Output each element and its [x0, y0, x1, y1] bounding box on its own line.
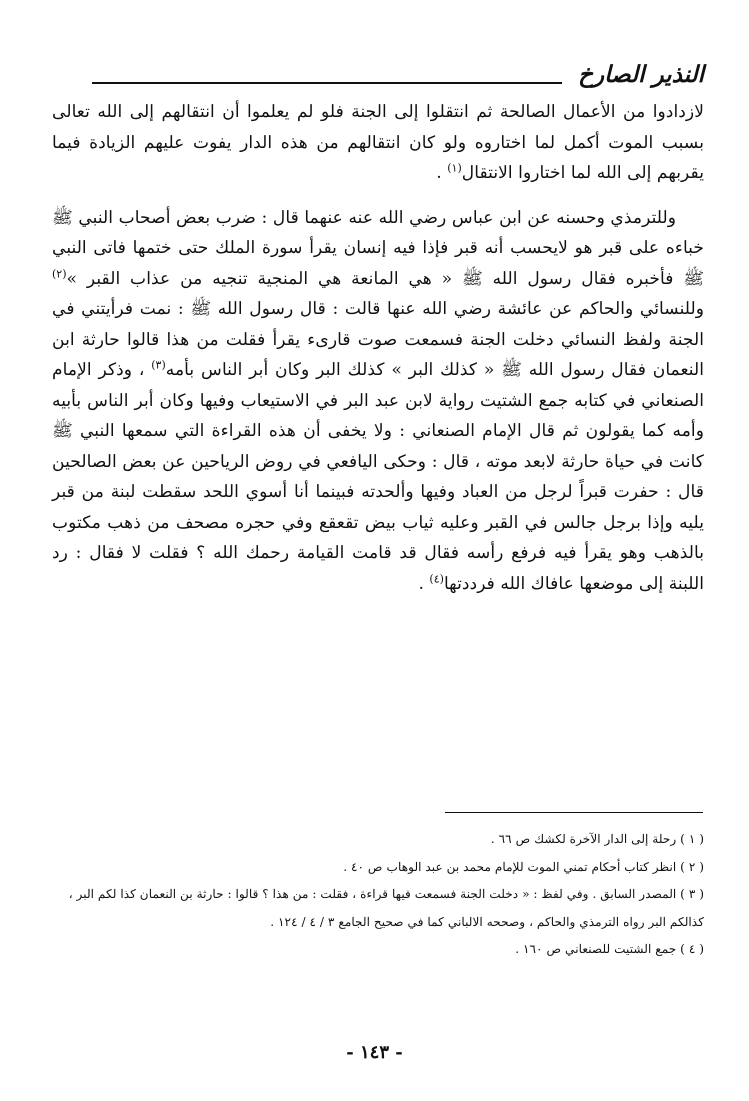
running-title: النذير الصارخ	[578, 61, 704, 88]
paragraph-2-text-c: ، وذكر الإمام الصنعاني في كتابه جمع الشتيت رواية لابن عبد البر في الاستيعاب وفيها وكان أبر الناس بأبيه وأمه كما يقولون ثم قال الإمام الصنعاني : ولا يخفى أن هذه القراءة التي سمعها النبي ﷺ كانت في حياة حارثة لابعد موته ، قال : وحكى اليافعي في روض الرياحين عن بعض الصالحين قال : حفرت قبراً لرجل من العباد وفيها وألحدته فبينما أنا أسوي اللحد سقطت لبنة من قبر يليه وإذا برجل جالس في القبر وعليه ثياب بيض تقعقع وفي حجره مصحف من ذهب مكتوب بالذهب وهو يقرأ فيه فرفع رأسه فقال قد قامت القيامة رحمك الله ؟ فقلت لا فقال : رد اللبنة إلى موضعها عافاك الله فرددتها	[52, 360, 704, 594]
paragraph-2-text-a: وللترمذي وحسنه عن ابن عباس رضي الله عنه عنهما قال : ضرب بعض أصحاب النبي ﷺ خباءه على قبر هو لايحسب أنه قبر فإذا فيه إنسان يقرأ سورة الملك حتى ختمها فاتى النبي ﷺ فأخبره فقال رسول الله ﷺ « هي المانعة هي المنجية تنجيه من عذاب القبر »	[52, 207, 704, 289]
footnotes	[44, 826, 704, 964]
footnote-2: ( ٢ ) انظر كتاب أحكام تمني الموت للإمام محمد بن عبد الوهاب ص ٤٠ .	[343, 859, 704, 874]
footnote-ref-3: (٣)	[151, 358, 166, 372]
running-header	[92, 58, 704, 94]
footnote-ref-2: (٢)	[52, 266, 67, 280]
footnote-1: ( ١ ) رحلة إلى الدار الآخرة لكشك ص ٦٦ .	[490, 832, 704, 846]
paragraph-2-end: .	[418, 573, 430, 594]
paragraph-2-text-b: وللنسائي والحاكم عن عائشة رضي الله عنها قالت : قال رسول الله ﷺ : نمت فرأيتني في الجنة ولفظ النسائي دخلت الجنة فسمعت صوت قارىء يقرأ فقلت من هذا قالوا حارثة ابن النعمان فقال رسول الله ﷺ « كذلك البر » كذلك البر وكان أبر الناس بأمه	[52, 299, 704, 380]
paragraph-1-end: .	[436, 163, 448, 183]
paragraph-2	[52, 203, 704, 600]
header-rule	[92, 82, 562, 84]
footnote-rule	[445, 812, 703, 813]
footnote-ref-4: (٤)	[429, 571, 444, 585]
body-text	[52, 97, 704, 599]
footnote-3: ( ٣ ) المصدر السابق . وفي لفظ : « دخلت الجنة فسمعت فيها قراءة ، فقلت : من هذا ؟ قالوا : حارثة بن النعمان كذا لكم البر ، كذالكم البر رواه الترمذي والحاكم ، وصححه الالباني كما في صحيح الجامع ٣ / ٤ / ١٢٤ .	[68, 887, 704, 929]
paragraph-1-text: لازدادوا من الأعمال الصالحة ثم انتقلوا إلى الجنة فلو لم يعلموا أن انتقالهم إلى الله تعالى بسبب الموت أكمل لما اختاروه ولو كان انتقالهم من هذه الدار يفوت عليهم الزيادة فيما يقربهم إلى الله لما اختاروا الانتقال	[52, 102, 704, 183]
page-number: - ١٤٣ -	[346, 1042, 403, 1063]
footnote-4: ( ٤ ) جمع الشتيت للصنعاني ص ١٦٠ .	[515, 942, 704, 956]
paragraph-1	[52, 97, 704, 189]
footnote-ref-1: (١)	[447, 161, 462, 175]
